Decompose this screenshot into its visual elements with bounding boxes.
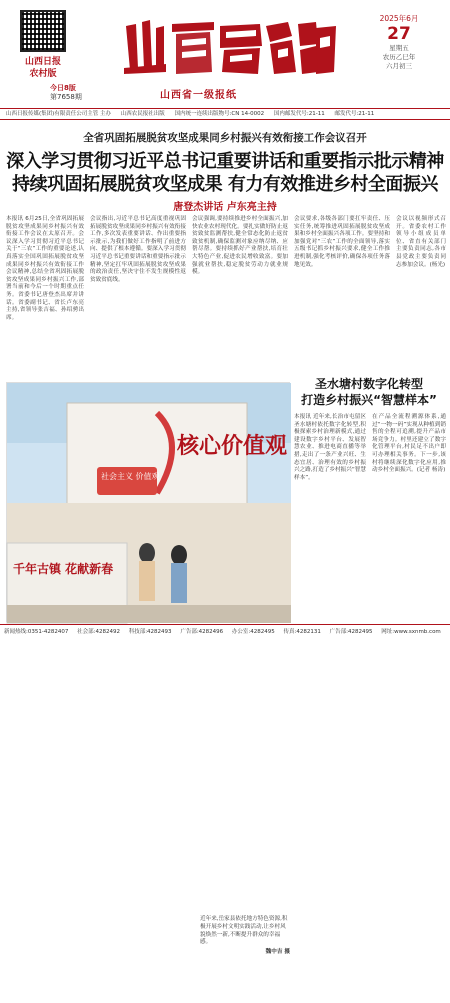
info-item: 国内统一连续出版物号:CN 14-0002: [174, 111, 265, 117]
article2-title-line2: 打造乡村振兴“智慧样本”: [301, 393, 437, 407]
article-column-2: 会议指出,习近平总书记高度重视巩固拓展脱贫攻坚成果同乡村振兴有效衔接工作,多次发表重要讲话、作出重要指示批示,为我们做好工作指明了前进方向、提供了根本遵循。要深入学习贯彻习近平总书记重要讲话和重要指示批示精神,坚定扛牢巩固拓展脱贫攻坚成果的政治责任,坚决守住不发生规模性返贫致贫底线。: [90, 216, 186, 283]
footer-website-link[interactable]: 网址:www.sxnmb.com: [381, 629, 441, 635]
article2-column-1: 本报讯 近年来,长治市屯留区圣水塘村依托数字化转型,积极探索乡村治理新模式,通过建设数字乡村平台、发展智慧农业、推进电商直播等举措,走出了一条产业兴旺、生态宜居、治理有效的乡村振兴之路,打造了乡村振兴“智慧样本”。: [294, 414, 366, 481]
photo-credit: 魏中吉 摄: [265, 949, 290, 956]
article2-title-line1: 圣水塘村数字化转型: [314, 377, 423, 391]
article-column-1: 本报讯 6月25日,全省巩固拓展脱贫攻坚成果同乡村振兴有效衔接工作会议在太原召开。会议深入学习贯彻习近平总书记关于“三农”工作的重要论述,认真落实全国巩固拓展脱贫攻坚成果同乡村振兴有效衔接工作会议精神,总结全省巩固拓展脱贫攻坚成果同乡村振兴工作,部署当前和今后一个时期重点任务。省委书记唐登杰出席并讲话。省委副书记、省长卢东亮主持,省领导张吉福、孙绍骋出席。: [6, 216, 84, 321]
edition-label: [16, 56, 70, 80]
info-item: 国内邮发代号:21-11: [273, 111, 325, 117]
article-column-3: 会议强调,要持续推进乡村全面振兴,加快农业农村现代化。要扎实做好防止返贫致贫监测帮扶,健全常态化防止返贫致贫机制,确保监测对象应纳尽纳、应帮尽帮。要持续抓好产业帮扶,培育壮大特色产业,促进农民增收致富。要加强就业帮扶,稳定脱贫劳动力就业规模。: [192, 216, 288, 276]
photo-caption-text: 近年来,岳家县依托地方特色资源,积极开展乡村文明实践活动,让乡村风貌焕然一新,不断提升群众的幸福感。: [200, 916, 288, 946]
info-item: 邮发代号:21-11: [334, 111, 375, 117]
masthead: [0, 0, 450, 108]
issue-info: [50, 84, 98, 102]
article-byline: 唐登杰讲话 卢东亮主持: [173, 202, 277, 213]
photo-illustration: [7, 383, 291, 623]
date-day: 27: [387, 24, 411, 44]
issue-number: 第7658期: [50, 93, 82, 101]
issue-pages: 今日8版: [50, 84, 76, 92]
footer-item: 社会部:4282492: [77, 629, 120, 635]
headline-line2: 持续巩固拓展脱贫攻坚成果 有力有效推进乡村全面振兴: [12, 174, 438, 195]
contact-footer: [0, 624, 450, 640]
article-headline[interactable]: [0, 150, 450, 196]
footer-item: 传真:4282131: [283, 629, 321, 635]
edition-line2: 农村版: [29, 69, 57, 79]
info-item: 山西日报传媒(集团)有限责任公司主管 主办: [6, 111, 112, 117]
info-item: 山西农民报社出版: [120, 111, 165, 117]
lunar-year: 农历乙巳年: [382, 53, 416, 61]
article-kicker: 全省巩固拓展脱贫攻坚成果同乡村振兴有效衔接工作会议召开: [83, 132, 367, 144]
brand-logo-calligraphy: [120, 16, 340, 78]
photo-banner-text: 核心价值观: [177, 433, 288, 459]
article-column-4: 会议要求,各级各部门要扛牢责任、压实任务,统筹推进巩固拓展脱贫攻坚成果和乡村全面振兴各项工作。要坚持和加强党对“三农”工作的全面领导,落实五级书记抓乡村振兴要求,健全工作推进机制,强化考核评价,确保各项任务落地见效。: [294, 216, 390, 268]
edition-line1: 山西日报: [24, 57, 61, 67]
lunar-day: 六月初三: [386, 62, 412, 70]
photo-wall-text: 千年古镇 花献新春: [13, 562, 114, 576]
footer-item: 广告部:4282496: [180, 629, 224, 635]
qr-code: [20, 10, 66, 52]
photo-tag-text: 社会主义 价值观: [101, 472, 160, 481]
footer-item: 科技部:4282493: [128, 629, 172, 635]
headline-line1: 深入学习贯彻习近平总书记重要讲话和重要指示批示精神: [6, 151, 444, 172]
article2-column-2: 在产品全流程溯源体系,通过“一物一码”实现从种植到销售的全程可追溯,提升产品市场竞争力。村里还建立了数字化管理平台,村民足不出户即可办理相关事务。下一步,该村将继续深化数字化应用,推动乡村全面振兴。(记者 杨涛): [372, 414, 446, 474]
date-box: [360, 14, 438, 71]
footer-item: 办公室:4282495: [231, 629, 275, 635]
publisher-info-bar: [0, 108, 450, 120]
footer-item: 新闻热线:0351-4282407: [4, 629, 69, 635]
photo-caption: [197, 913, 293, 1003]
footer-item: 广告部:4282495: [329, 629, 373, 635]
date-weekday: 星期五: [389, 44, 409, 52]
article2-headline[interactable]: [292, 376, 446, 408]
date-year-month: 2025年6月: [379, 14, 419, 23]
brand-subtitle: 山西省一级报纸: [160, 90, 237, 101]
brand-logo: [120, 16, 340, 78]
article-column-5: 会议以视频形式召开。省委农村工作领导小组成员单位、省直有关部门主要负责同志,各市县党政主要负责同志参加会议。(杨光): [396, 216, 446, 268]
